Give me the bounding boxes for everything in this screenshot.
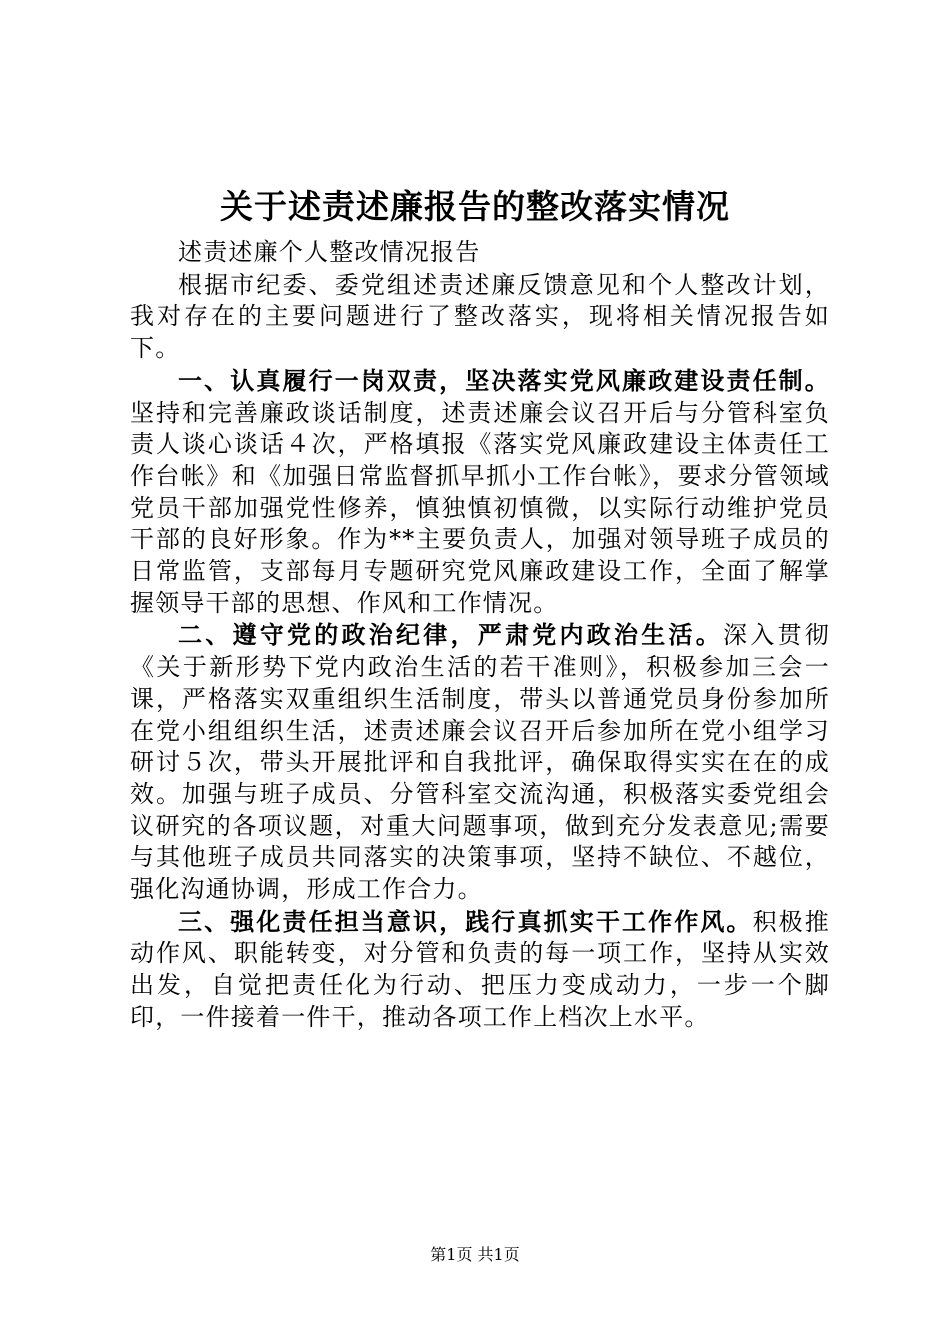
document-body	[130, 236, 830, 1034]
paragraph-text: 述责述廉个人整改情况报告	[178, 238, 481, 266]
paragraph-text: 积极推动作风、职能转变，对分管和负责的每一项工作，坚持从实效出发，自觉把责任化为行动、把压力变成动力，一步一个脚印，一件接着一件干，推动各项工作上档次上水平。	[130, 907, 830, 1031]
paragraph-intro	[130, 269, 830, 365]
section-heading: 三、强化责任担当意识，践行真抓实干工作作风。	[178, 906, 753, 936]
paragraph-text: 根据市纪委、委党组述责述廉反馈意见和个人整改计划，我对存在的主要问题进行了整改落实，现将相关情况报告如下。	[130, 270, 830, 363]
section-heading: 二、遵守党的政治纪律，严肃党内政治生活。	[178, 620, 724, 650]
paragraph-subtitle	[130, 236, 830, 269]
section-heading: 一、认真履行一岗双责，坚决落实党风廉政建设责任制。	[178, 365, 830, 395]
paragraph-text: 深入贯彻《关于新形势下党内政治生活的若干准则》，积极参加三会一课，严格落实双重组织生活制度，带头以普通党员身份参加所在党小组组织生活，述责述廉会议召开后参加所在党小组学习研讨５次，带头开展批评和自我批评，确保取得实实在在的成效。加强与班子成员、分管科室交流沟通，积极落实委党组会议研究的各项议题，对重大问题事项，做到充分发表意见;需要与其他班子成员共同落实的决策事项，坚持不缺位、不越位，强化沟通协调，形成工作合力。	[130, 621, 830, 904]
paragraph-section-3	[130, 906, 830, 1034]
paragraph-section-1	[130, 365, 830, 620]
page-indicator: 第1页 共1页	[430, 1245, 520, 1264]
document-title: 关于述责述廉报告的整改落实情况	[220, 187, 730, 226]
paragraph-section-2	[130, 619, 830, 905]
paragraph-text: 坚持和完善廉政谈话制度，述责述廉会议召开后与分管科室负责人谈心谈话４次，严格填报《落实党风廉政建设主体责任工作台帐》和《加强日常监督抓早抓小工作台帐》，要求分管领域党员干部加强党性修养，慎独慎初慎微，以实际行动维护党员干部的良好形象。作为**主要负责人，加强对领导班子成员的日常监管，支部每月专题研究党风廉政建设工作，全面了解掌握领导干部的思想、作风和工作情况。	[130, 398, 830, 617]
